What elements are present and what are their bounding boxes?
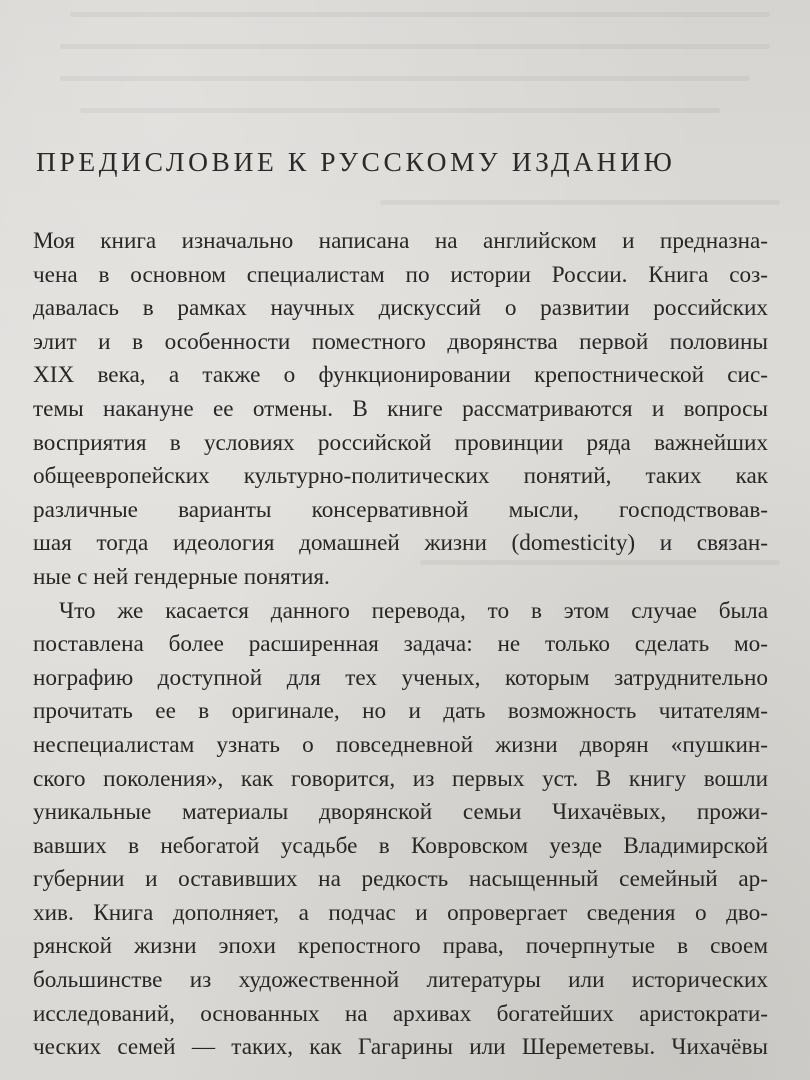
text-line: поставлена более расширенная задача: не только сделать мо-: [33, 631, 768, 658]
paragraph-1: [33, 225, 768, 595]
text-line: восприятия в условиях российской провинции ряда важнейших: [33, 429, 768, 456]
text-line: рянской жизни эпохи крепостного права, почерпнутые в своем: [33, 933, 768, 960]
text-line: уникальные материалы дворянской семьи Чихачёвых, прожи-: [33, 799, 768, 826]
text-line: ческих семей — таких, как Гагарины или Шереметевы. Чихачёвы: [33, 1034, 768, 1061]
text-line: прочитать ее в оригинале, но и дать возможность читателям-: [33, 698, 768, 725]
text-line: XIX века, а также о функционировании крепостнической сис-: [33, 362, 768, 389]
text-line: темы накануне ее отмены. В книге рассматриваются и вопросы: [33, 395, 768, 422]
text-line: большинстве из художественной литературы или исторических: [33, 967, 768, 994]
text-line: ные с ней гендерные понятия.: [33, 563, 330, 590]
text-line: хив. Книга дополняет, а подчас и опровергает сведения о дво-: [33, 899, 768, 926]
body-text: [33, 225, 768, 1065]
text-line: чена в основном специалистам по истории России. Книга соз-: [33, 261, 768, 288]
paragraph-2: [33, 595, 768, 1065]
text-line: ского поколения», как говорится, из первых уст. В книгу вошли: [33, 765, 768, 792]
text-line: давалась в рамках научных дискуссий о развитии российских: [33, 295, 768, 322]
text-line: элит и в особенности поместного дворянства первой половины: [33, 328, 768, 355]
text-line: нографию доступной для тех ученых, которым затруднительно: [33, 664, 768, 691]
text-line: Что же касается данного перевода, то в этом случае была: [59, 597, 768, 624]
text-line: Моя книга изначально написана на английском и предназна-: [33, 228, 768, 254]
text-line: различные варианты консервативной мысли, господствовав-: [33, 496, 768, 523]
text-line: вавших в небогатой усадьбе в Ковровском уезде Владимирской: [33, 832, 768, 859]
text-line: общеевропейских культурно-политических понятий, таких как: [33, 463, 768, 490]
text-line: неспециалистам узнать о повседневной жизни дворян «пушкин-: [33, 731, 768, 758]
text-line: губернии и оставивших на редкость насыщенный семейный ар-: [33, 866, 768, 893]
text-line: шая тогда идеология домашней жизни (domesticity) и связан-: [33, 530, 768, 557]
text-line: исследований, основанных на архивах богатейших аристократи-: [33, 1000, 768, 1027]
page-title: ПРЕДИСЛОВИЕ К РУССКОМУ ИЗДАНИЮ: [36, 146, 676, 177]
